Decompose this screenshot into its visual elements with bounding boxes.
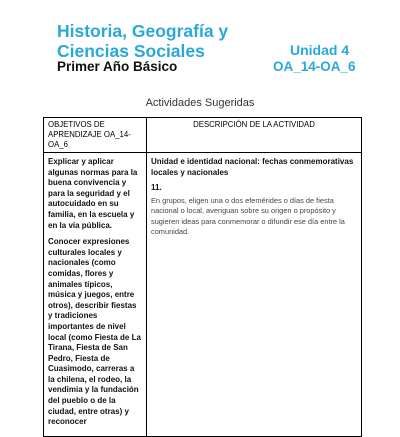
activity-title: Unidad e identidad nacional: fechas conmemorativas locales y nacionales [151,157,354,177]
unit-label: Unidad 4 [290,42,350,58]
objective-1: Explicar y aplicar algunas normas para la buena convivencia y para la seguridad y el autocuidado en su familia, en la escuela y en la vía pública. [48,157,138,230]
objectives-header: OBJETIVOS DE APRENDIZAJE OA_14-OA_6 [44,118,147,153]
grade-label: Primer Año Básico [57,59,178,74]
objective-2: Conocer expresiones culturales locales y nacionales (como comidas, flores y animales típicos, música y juegos, entre otros), describir fiestas y tradiciones importantes de nivel local (como Fiesta de La Tirana, Fiesta de San Pedro, Fiesta de Cuasimodo, carreras a la chilena, el rodeo, la vendimia y la fundación del pueblo o de la ciudad, entre otras) y reconocer [48,237,141,427]
description-cell [147,153,362,437]
activity-number: 11. [151,183,162,193]
activities-table [43,117,362,437]
objectives-cell [44,153,147,437]
section-title: Actividades Sugeridas [145,97,255,109]
table-header-row [44,118,362,153]
oa-range-label: OA_14-OA_6 [273,59,356,74]
table-row [44,153,362,437]
document-title: Historia, Geografía y Ciencias Sociales [57,21,229,61]
activity-text: En grupos, eligen una o dos efemérides o días de fiesta nacional o local, averiguan sobre su origen o propósito y sugieren ideas para conmemorar o difundir ese día entre la comunidad. [151,196,345,236]
description-header: DESCRIPCIÓN DE LA ACTIVIDAD [147,118,362,153]
